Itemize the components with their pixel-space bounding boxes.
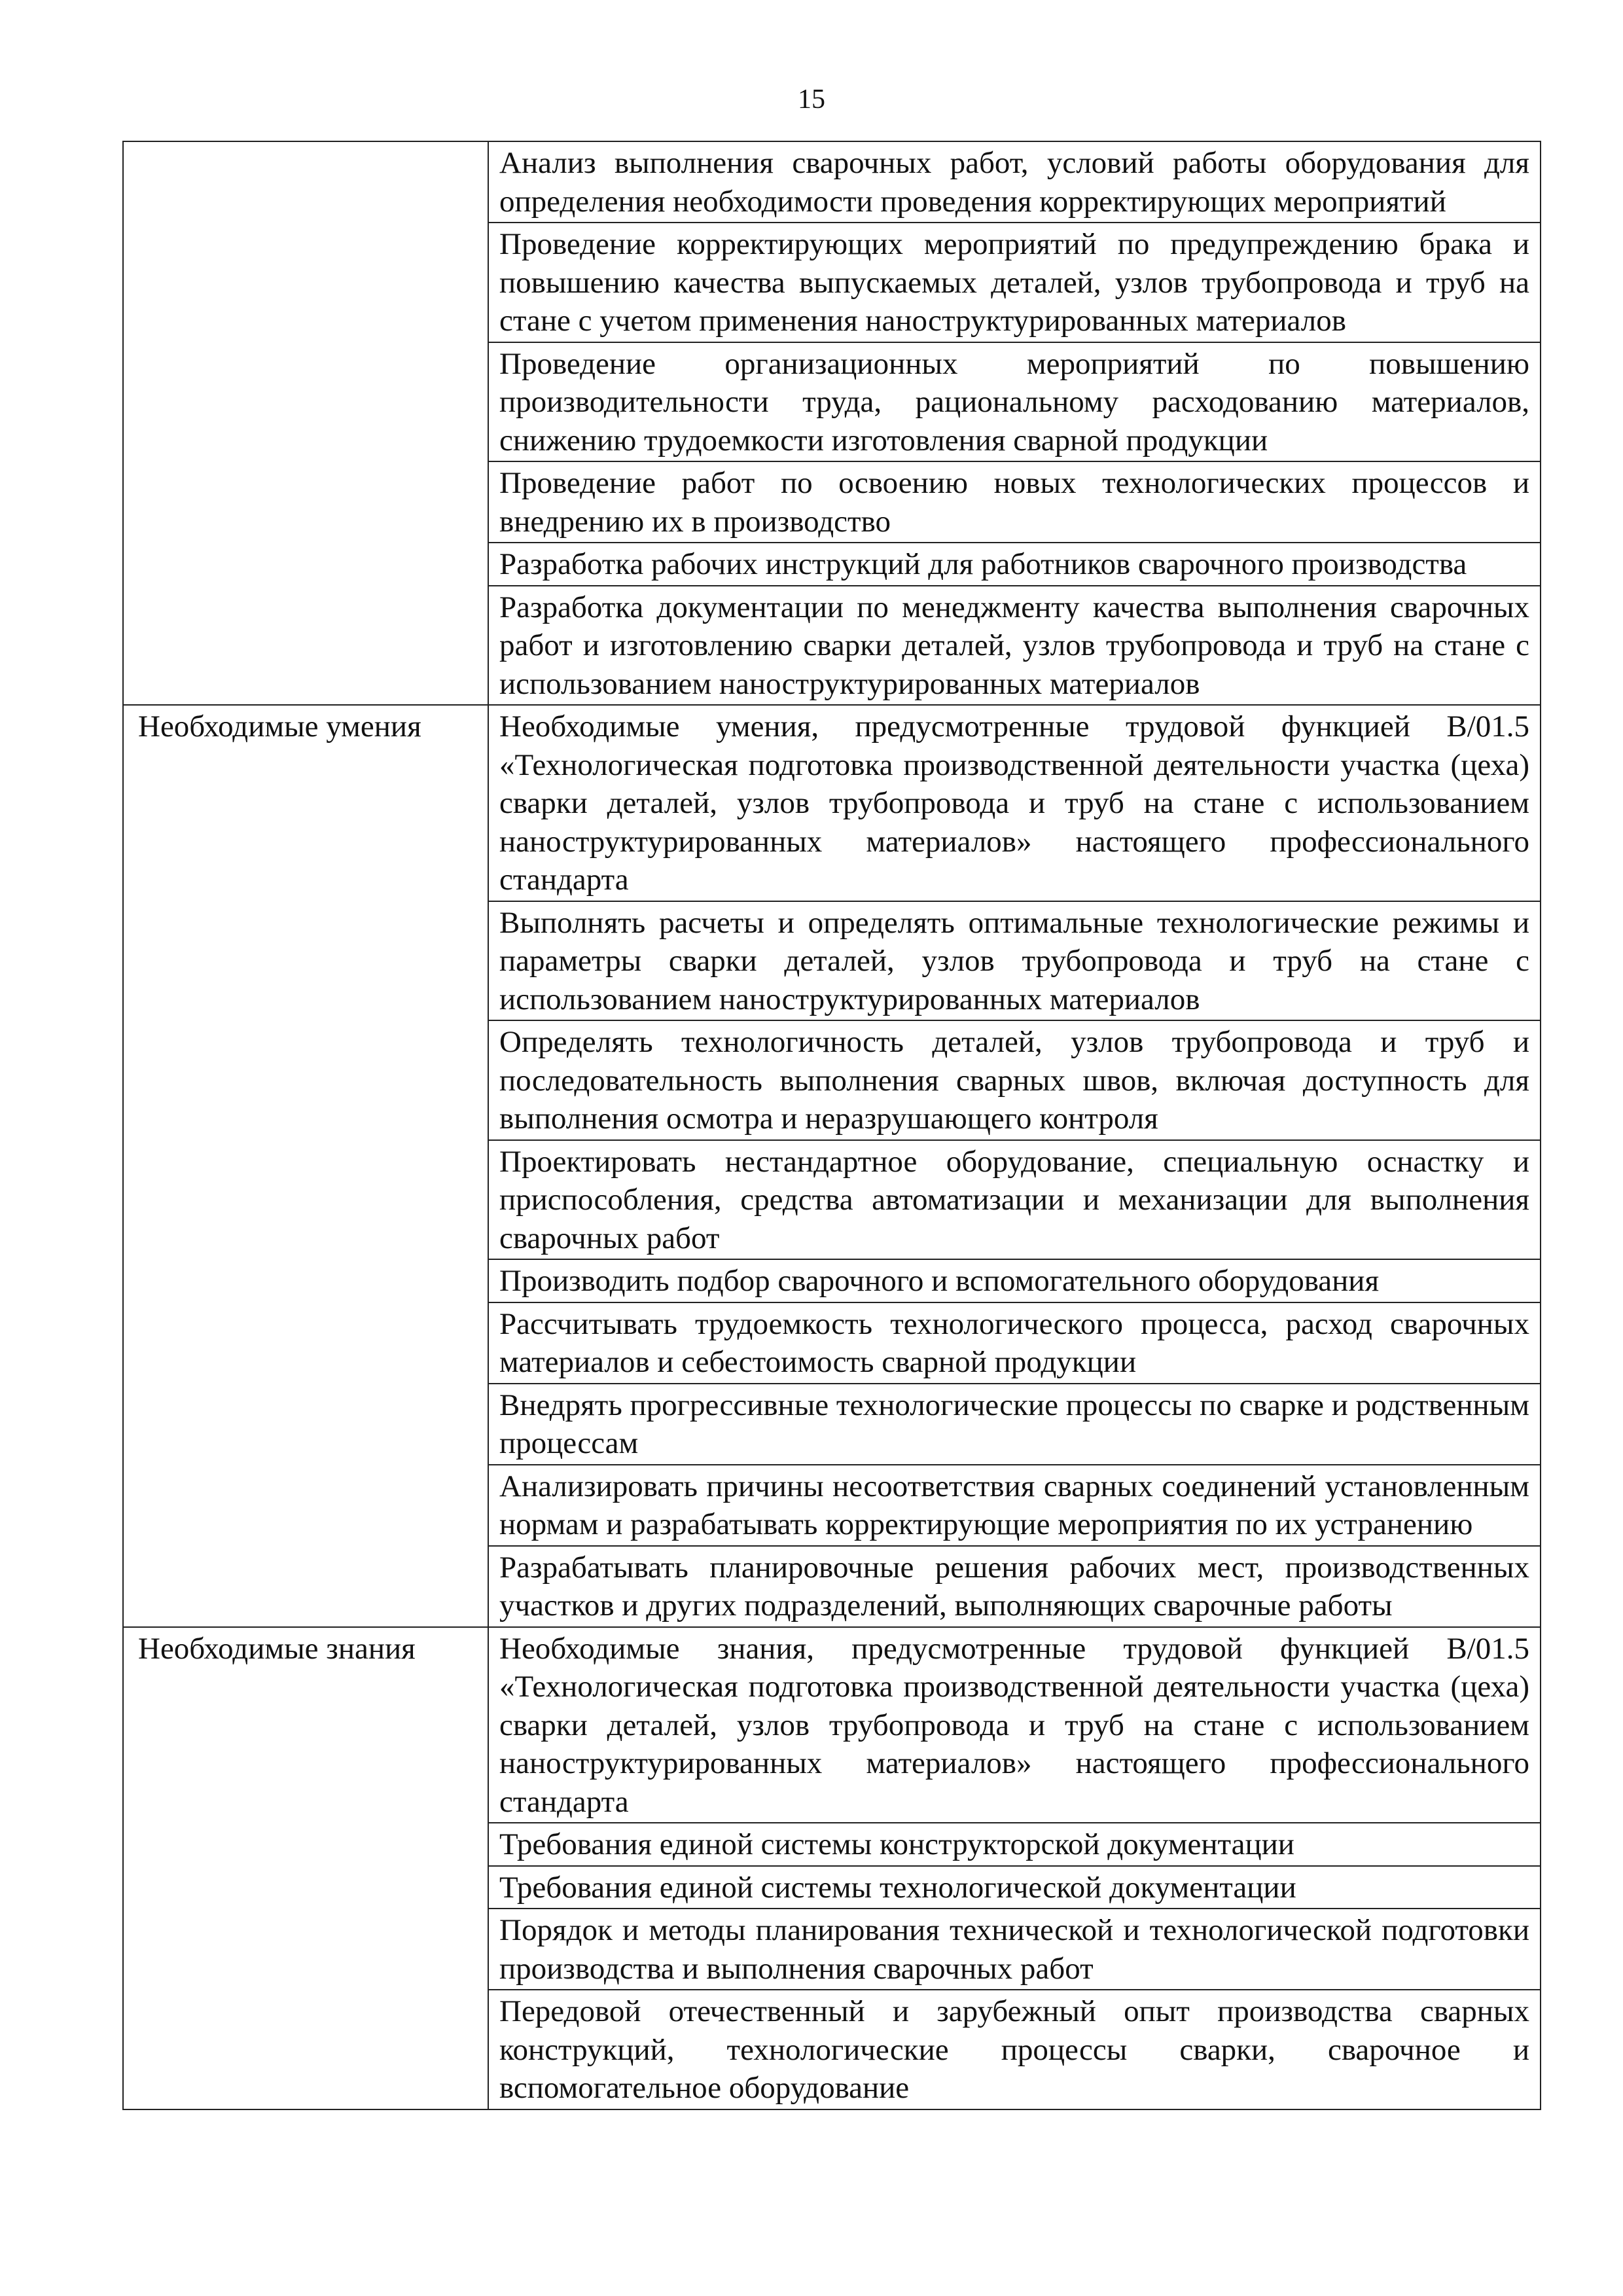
labor-action-item: Проведение работ по освоению новых технологических процессов и внедрению их в производство <box>488 461 1541 543</box>
labor-action-item: Разработка рабочих инструкций для работников сварочного производства <box>488 543 1541 586</box>
table-row <box>123 1627 1541 1823</box>
standard-table <box>122 141 1541 2110</box>
knowledge-item: Требования единой системы технологической документации <box>488 1866 1541 1909</box>
page-number: 15 <box>798 84 825 115</box>
skill-item: Выполнять расчеты и определять оптимальные технологические режимы и параметры сварки деталей, узлов трубопровода и труб на стане с использованием наноструктурированных материалов <box>488 901 1541 1021</box>
knowledge-label: Необходимые знания <box>123 1627 488 2109</box>
skill-item: Производить подбор сварочного и вспомогательного оборудования <box>488 1259 1541 1302</box>
labor-action-item: Анализ выполнения сварочных работ, условий работы оборудования для определения необходимости проведения корректирующих мероприятий <box>488 141 1541 223</box>
skill-item: Определять технологичность деталей, узлов трубопровода и труб и последовательность выполнения сварных швов, включая доступность для выполнения осмотра и неразрушающего контроля <box>488 1020 1541 1140</box>
skill-item: Необходимые умения, предусмотренные трудовой функцией В/01.5 «Технологическая подготовка производственной деятельности участка (цеха) сварки деталей, узлов трубопровода и труб на стане с использованием наноструктурированных материалов» настоящего профессионального стандарта <box>488 705 1541 901</box>
skill-item: Рассчитывать трудоемкость технологического процесса, расход сварочных материалов и себестоимость сварной продукции <box>488 1302 1541 1384</box>
knowledge-item: Передовой отечественный и зарубежный опыт производства сварных конструкций, технологические процессы сварки, сварочное и вспомогательное оборудование <box>488 1990 1541 2109</box>
labor-action-item: Разработка документации по менеджменту качества выполнения сварочных работ и изготовлению сварки деталей, узлов трубопровода и труб на стане с использованием наноструктурированных материалов <box>488 586 1541 706</box>
table-row <box>123 141 1541 223</box>
skill-item: Проектировать нестандартное оборудование, специальную оснастку и приспособления, средства автоматизации и механизации для выполнения сварочных работ <box>488 1140 1541 1260</box>
labor-action-item: Проведение корректирующих мероприятий по предупреждению брака и повышению качества выпускаемых деталей, узлов трубопровода и труб на стане с учетом применения наноструктурированных материалов <box>488 223 1541 342</box>
knowledge-item: Порядок и методы планирования технической и технологической подготовки производства и выполнения сварочных работ <box>488 1909 1541 1990</box>
skill-item: Анализировать причины несоответствия сварных соединений установленным нормам и разрабатывать корректирующие мероприятия по их устранению <box>488 1465 1541 1546</box>
skill-item: Разрабатывать планировочные решения рабочих мест, производственных участков и других подразделений, выполняющих сварочные работы <box>488 1546 1541 1627</box>
skills-label: Необходимые умения <box>123 705 488 1627</box>
labor-action-item: Проведение организационных мероприятий по повышению производительности труда, рациональному расходованию материалов, снижению трудоемкости изготовления сварной продукции <box>488 342 1541 462</box>
skill-item: Внедрять прогрессивные технологические процессы по сварке и родственным процессам <box>488 1384 1541 1465</box>
labor-actions-label-cell <box>123 141 488 705</box>
knowledge-item: Необходимые знания, предусмотренные трудовой функцией В/01.5 «Технологическая подготовка производственной деятельности участка (цеха) сварки деталей, узлов трубопровода и труб на стане с использованием наноструктурированных материалов» настоящего профессионального стандарта <box>488 1627 1541 1823</box>
table-row <box>123 705 1541 901</box>
knowledge-item: Требования единой системы конструкторской документации <box>488 1823 1541 1866</box>
